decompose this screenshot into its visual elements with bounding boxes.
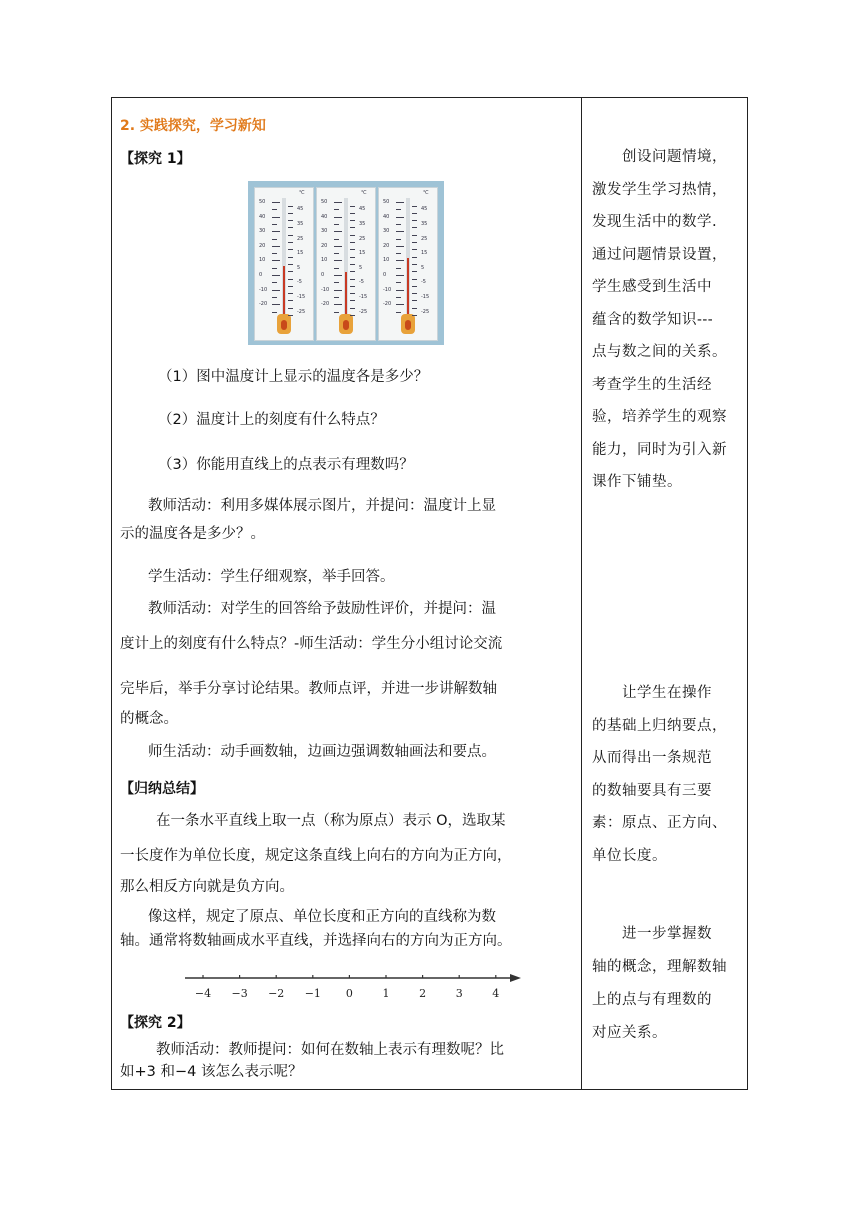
thermometer <box>254 187 314 341</box>
question-3: （3）你能用直线上的点表示有理数吗？ <box>158 457 414 473</box>
thermometer-tick <box>350 249 355 250</box>
thermometer-tick <box>288 235 293 236</box>
thermometer-tick <box>334 304 342 305</box>
thermometer-scale-label: 0 <box>259 272 263 278</box>
thermometer-tick <box>334 260 342 261</box>
thermometer-tick <box>412 206 417 207</box>
thermometer-tick <box>288 279 293 280</box>
thermometer-scale-label: 15 <box>421 250 428 257</box>
thermometer-scale-label: 40 <box>259 213 266 220</box>
thermometer-scale-label: 35 <box>421 220 428 227</box>
thermometer-scale-label: -15 <box>421 293 430 300</box>
thermometer-tick <box>396 209 401 210</box>
thermometer-scale-label: -25 <box>421 308 430 315</box>
thermometer-tick <box>412 264 417 265</box>
thermometer-scale-label: -5 <box>297 279 302 286</box>
thermometer-scale-label: 35 <box>359 220 366 227</box>
thermometer-tick <box>412 235 417 236</box>
thermometer-unit: ℃ <box>361 190 367 196</box>
thermometer-scale-label: 0 <box>321 272 325 278</box>
note2-line-6: 单位长度。 <box>592 847 667 864</box>
thermometer-scale-label: 10 <box>383 257 390 264</box>
notes-column <box>582 98 748 1089</box>
thermometer-tick <box>396 275 404 276</box>
thermometer-tick <box>412 249 417 250</box>
thermometer-scale-label: 20 <box>259 242 266 249</box>
thermometer-tick <box>396 260 404 261</box>
thermometer-scale-label: -5 <box>421 279 426 286</box>
section-title: 2. 实践探究，学习新知 <box>120 118 266 134</box>
thermometer-tick <box>334 217 342 218</box>
thermometer-scale-label: 25 <box>359 235 366 242</box>
teacher-activity-2-line2: 度计上的刻度有什么特点？-师生活动：学生分小组讨论交流 <box>120 636 503 652</box>
thermometer-tick <box>396 290 404 291</box>
note2-line-3: 从而得出一条规范 <box>592 750 712 766</box>
summary-line-1: 在一条水平直线上取一点（称为原点）表示 O，选取某 <box>156 813 506 829</box>
note1-line-5: 学生感受到生活中 <box>592 279 712 295</box>
teacher-activity-1-line1: 教师活动：利用多媒体展示图片，并提问：温度计上显 <box>148 498 496 514</box>
thermometer-scale-label: -10 <box>321 286 330 293</box>
thermometer-tick <box>288 257 293 258</box>
thermometer-scale-label: 40 <box>383 213 390 220</box>
thermometer-tick <box>350 315 355 316</box>
teacher-activity-2-line4: 的概念。 <box>120 711 178 727</box>
number-line-label: 2 <box>419 987 427 1000</box>
thermometer-tick <box>288 293 293 294</box>
thermometer-scale-label: 15 <box>359 250 366 257</box>
thermometer-tick <box>288 249 293 250</box>
thermometer-tick <box>350 293 355 294</box>
thermometer-tick <box>272 202 280 203</box>
thermometer-scale-label: 25 <box>297 235 304 242</box>
thermometer-tick <box>288 286 293 287</box>
thermometer-tick <box>412 257 417 258</box>
summary-line-2: 一长度作为单位长度，规定这条直线上向右的方向为正方向， <box>120 848 512 864</box>
thermometer-tick <box>334 312 339 313</box>
question-1: （1）图中温度计上显示的温度各是多少？ <box>158 369 429 385</box>
thermometer-tick <box>288 220 293 221</box>
thermometer-tick <box>396 246 404 247</box>
note1-line-3: 发现生活中的数学. <box>592 214 718 230</box>
main-column <box>112 98 581 1089</box>
number-line-label: −4 <box>194 987 212 1000</box>
thermometer-scale-label: -15 <box>359 293 368 300</box>
note1-line-11: 课作下铺垫。 <box>592 474 682 490</box>
thermometer-scale-label: 45 <box>297 206 304 213</box>
thermometer-tick <box>334 231 342 232</box>
note1-line-7: 点与数之间的关系。 <box>592 344 727 360</box>
thermometer-tick <box>350 235 355 236</box>
thermometer-scale-label: -20 <box>321 301 330 308</box>
thermometer-tick <box>272 253 277 254</box>
thermometer-scale-label: 50 <box>321 199 328 205</box>
thermometer <box>316 187 376 341</box>
teacher-activity-2-line1: 教师活动：对学生的回答给予鼓励性评价，并提问：温 <box>148 601 496 617</box>
number-line-label: 4 <box>492 987 500 1000</box>
thermometer-tick <box>412 213 417 214</box>
thermometer-scale-label: 40 <box>321 213 328 220</box>
summary-line-3: 那么相反方向就是负方向。 <box>120 879 294 895</box>
thermometer-tick <box>288 308 293 309</box>
explore2-line-1: 教师活动：教师提问：如何在数轴上表示有理数呢？比 <box>156 1042 504 1058</box>
thermometer-tick <box>272 268 277 269</box>
thermometer-tick <box>288 242 293 243</box>
thermometer-tick <box>396 202 404 203</box>
thermometer-scale-label: 5 <box>359 264 363 271</box>
thermometer-tick <box>272 217 280 218</box>
number-line-label: 3 <box>455 987 463 1000</box>
thermometer-tick <box>412 293 417 294</box>
note2-line-4: 的数轴要具有三要 <box>592 782 712 799</box>
thermometer-photo <box>248 181 444 345</box>
thermometer-tick <box>272 290 280 291</box>
thermometer-tick <box>288 271 293 272</box>
thermometer-tick <box>272 312 277 313</box>
number-line-label: −3 <box>231 987 248 1000</box>
thermometer-tick <box>272 224 277 225</box>
thermometer-tick <box>334 246 342 247</box>
thermometer-tick <box>396 224 401 225</box>
thermometer-tick <box>350 257 355 258</box>
thermometer-tick <box>272 246 280 247</box>
thermometer-scale-label: 15 <box>297 250 304 257</box>
number-line-label: 1 <box>382 987 390 1000</box>
thermometer-scale-label: 0 <box>383 272 387 278</box>
thermometer-tick <box>334 224 339 225</box>
thermometer-scale-label: -5 <box>359 279 364 286</box>
note1-line-10: 能力，同时为引入新 <box>592 441 727 458</box>
teacher-activity-2-line3: 完毕后，举手分享讨论结果。教师点评，并进一步讲解数轴 <box>120 681 497 697</box>
thermometer-scale-label: -10 <box>383 286 392 293</box>
thermometer-tick <box>412 279 417 280</box>
thermometer-tick <box>396 297 401 298</box>
thermometer-tick <box>396 282 401 283</box>
thermometer-scale-label: -25 <box>359 308 368 315</box>
thermometer-scale-label: 35 <box>297 220 304 227</box>
thermometer-scale-label: 50 <box>259 199 266 205</box>
student-activity: 学生活动：学生仔细观察，举手回答。 <box>148 569 395 585</box>
thermometer-scale-label: 10 <box>259 257 266 264</box>
thermometer-tick <box>334 268 339 269</box>
thermometer-tick <box>396 304 404 305</box>
thermometer-tick <box>350 271 355 272</box>
thermometer-tick <box>412 286 417 287</box>
thermometer-tick <box>272 239 277 240</box>
thermometer-unit: ℃ <box>423 190 429 196</box>
thermometer-tick <box>350 264 355 265</box>
thermometer-mercury <box>345 272 347 318</box>
thermometer-tick <box>350 279 355 280</box>
thermometer-tick <box>288 227 293 228</box>
thermometer-bulb-core <box>405 320 411 330</box>
note3-line-3: 上的点与有理数的 <box>592 992 712 1008</box>
thermometer-tick <box>396 231 404 232</box>
thermometer-tick <box>350 300 355 301</box>
thermometer-tick <box>288 300 293 301</box>
definition-line-2: 轴。通常将数轴画成水平直线，并选择向右的方向为正方向。 <box>120 933 512 949</box>
thermometer-bulb-core <box>343 320 349 330</box>
thermometer-tick <box>412 271 417 272</box>
number-line-label: −2 <box>268 987 285 1000</box>
thermometer-tick <box>396 312 401 313</box>
explore2-line-2: 如+3 和−4 该怎么表示呢？ <box>120 1064 303 1080</box>
thermometer-tick <box>334 253 339 254</box>
thermometer-scale-label: 20 <box>383 242 390 249</box>
thermometer-tick <box>272 297 277 298</box>
thermometer-tick <box>272 275 280 276</box>
thermometer <box>378 187 438 341</box>
number-line-arrow <box>510 974 521 982</box>
note1-line-2: 激发学生学习热情， <box>592 181 727 198</box>
number-line-label: 0 <box>345 987 353 1000</box>
thermometer-tick <box>334 209 339 210</box>
thermometer-tick <box>350 220 355 221</box>
explore1-header: 【探究 1】 <box>120 151 191 167</box>
thermometer-tick <box>272 260 280 261</box>
thermometer-mercury <box>407 258 409 318</box>
thermometer-tick <box>412 220 417 221</box>
thermometer-scale-label: 50 <box>383 199 390 205</box>
thermometer-tick <box>350 286 355 287</box>
thermometer-scale-label: 45 <box>359 206 366 213</box>
thermometer-tick <box>288 213 293 214</box>
thermometer-tick <box>288 206 293 207</box>
thermometer-tick <box>412 300 417 301</box>
thermometer-scale-label: 10 <box>321 257 328 264</box>
note1-line-9: 验，培养学生的观察 <box>592 409 727 425</box>
thermometer-scale-label: 45 <box>421 206 428 213</box>
thermometer-tick <box>396 253 401 254</box>
note2-line-1: 让学生在操作 <box>622 685 712 701</box>
thermometer-scale-label: 20 <box>321 242 328 249</box>
thermometer-tick <box>350 308 355 309</box>
thermometer-tick <box>412 308 417 309</box>
thermometer-tick <box>334 275 342 276</box>
thermometer-scale-label: 25 <box>421 235 428 242</box>
thermometer-tick <box>272 209 277 210</box>
note1-line-1: 创设问题情境， <box>622 149 727 165</box>
summary-header: 【归纳总结】 <box>120 781 204 797</box>
thermometer-tick <box>334 202 342 203</box>
note1-line-8: 考查学生的生活经 <box>592 376 712 393</box>
thermometer-tick <box>288 315 293 316</box>
thermometer-tick <box>272 231 280 232</box>
thermometer-scale-label: -15 <box>297 293 306 300</box>
thermometer-tick <box>350 227 355 228</box>
number-line-label: −1 <box>304 987 321 1000</box>
thermometer-tick <box>272 282 277 283</box>
thermometer-tick <box>412 242 417 243</box>
thermometer-scale-label: 30 <box>383 228 390 235</box>
drawing-activity: 师生活动：动手画数轴，边画边强调数轴画法和要点。 <box>148 744 496 760</box>
note3-line-2: 轴的概念，理解数轴 <box>592 959 727 975</box>
thermometer-tick <box>396 217 404 218</box>
thermometer-tick <box>396 268 401 269</box>
thermometer-tick <box>334 297 339 298</box>
note3-line-1: 进一步掌握数 <box>622 926 712 942</box>
thermometer-tick <box>396 239 401 240</box>
note2-line-5: 素：原点、正方向、 <box>592 815 727 831</box>
thermometer-tick <box>412 227 417 228</box>
number-line <box>182 966 527 1002</box>
note2-line-2: 的基础上归纳要点， <box>592 717 727 734</box>
thermometer-scale-label: -20 <box>383 301 392 308</box>
note3-line-4: 对应关系。 <box>592 1025 667 1041</box>
thermometer-tick <box>334 239 339 240</box>
thermometer-tick <box>334 290 342 291</box>
thermometer-tick <box>288 264 293 265</box>
lesson-table <box>111 97 748 1090</box>
thermometer-unit: ℃ <box>299 190 305 196</box>
thermometer-tick <box>272 304 280 305</box>
thermometer-scale-label: 5 <box>297 264 301 271</box>
teacher-activity-1-line2: 示的温度各是多少？。 <box>120 526 265 542</box>
thermometer-scale-label: 30 <box>321 228 328 235</box>
definition-line-1: 像这样，规定了原点、单位长度和正方向的直线称为数 <box>148 909 496 925</box>
thermometer-scale-label: -20 <box>259 301 268 308</box>
thermometer-scale-label: -25 <box>297 308 306 315</box>
thermometer-bulb-core <box>281 320 287 330</box>
explore2-header: 【探究 2】 <box>120 1015 191 1031</box>
thermometer-tick <box>350 213 355 214</box>
thermometer-tick <box>350 242 355 243</box>
thermometer-scale-label: 30 <box>259 228 266 235</box>
thermometer-scale-label: 5 <box>421 264 425 271</box>
thermometer-mercury <box>283 266 285 318</box>
question-2: （2）温度计上的刻度有什么特点？ <box>158 412 385 428</box>
thermometer-scale-label: -10 <box>259 286 268 293</box>
thermometer-tick <box>412 315 417 316</box>
note1-line-4: 通过问题情景设置， <box>592 246 727 263</box>
thermometer-tick <box>350 206 355 207</box>
thermometer-tick <box>334 282 339 283</box>
note1-line-6: 蕴含的数学知识--- <box>592 311 714 328</box>
